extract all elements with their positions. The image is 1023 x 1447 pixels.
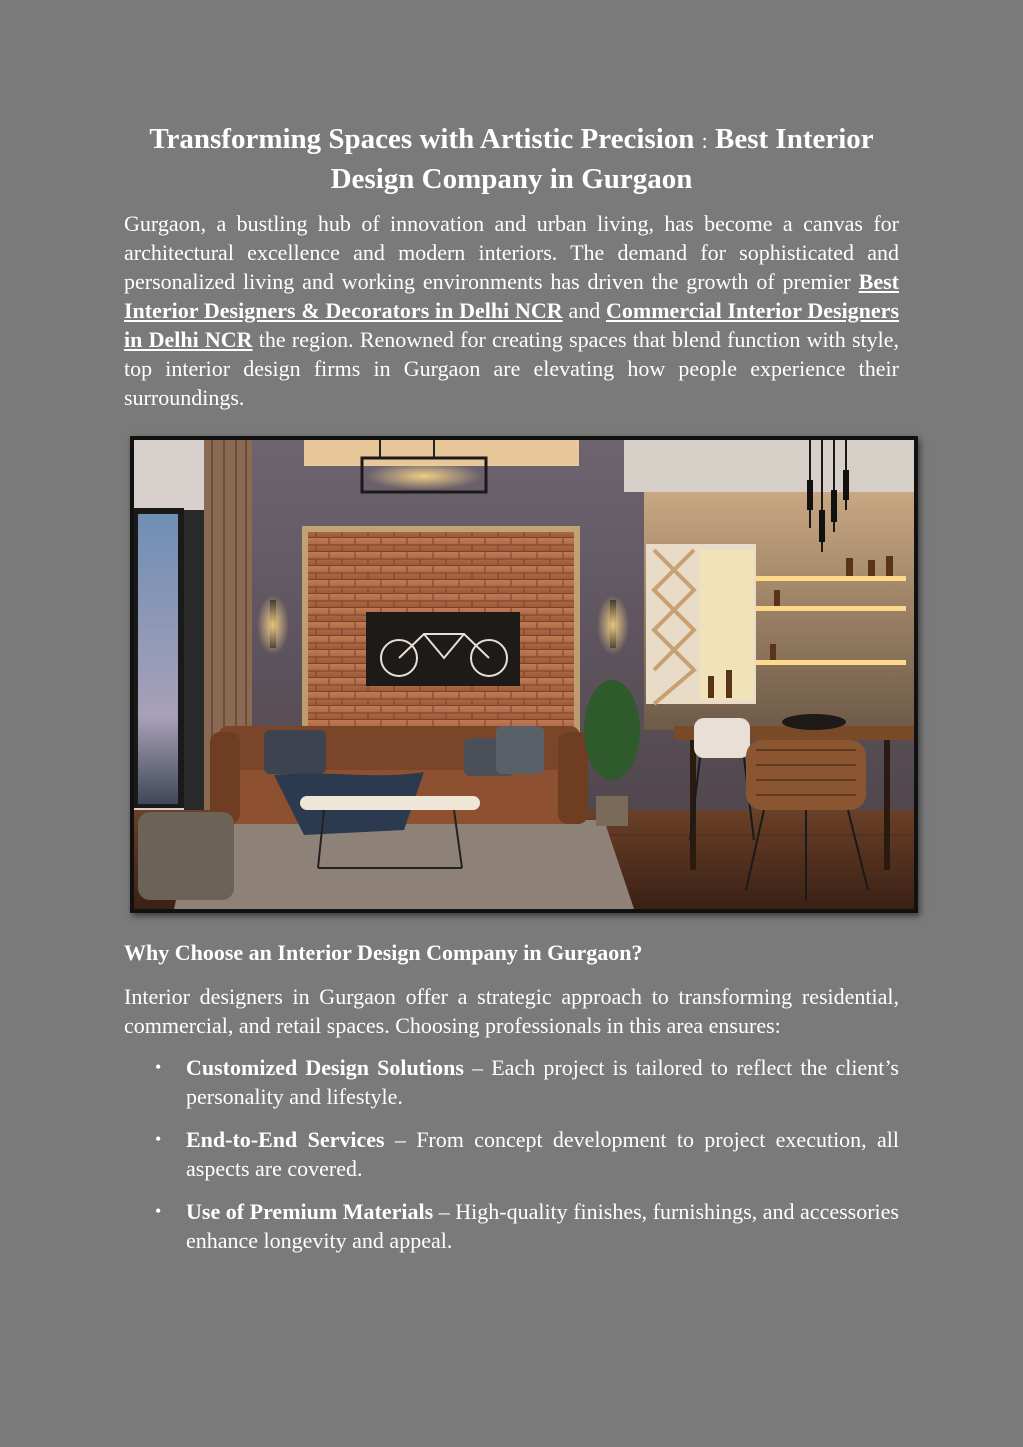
intro-text-1: Gurgaon, a bustling hub of innovation and urban living, has become a canvas for architectural excellence and modern interiors. The demand for sophisticated and personalized living and working environments has driven the growth of premier xyxy=(124,211,899,294)
list-item-desc: – Each project is tailored to reflect the client’s personality and lifestyle. xyxy=(186,1055,899,1109)
list-item-desc: – High-quality finishes, furnishings, and accessories enhance longevity and appeal. xyxy=(186,1199,899,1253)
bullet-icon: • xyxy=(155,1129,162,1149)
title-part1: Transforming Spaces with Artistic Precision xyxy=(149,123,695,155)
bullet-icon: • xyxy=(155,1057,162,1077)
list-item-desc: – From concept development to project execution, all aspects are covered. xyxy=(186,1127,899,1181)
list-item xyxy=(155,1197,899,1255)
link-commercial-interior-designers[interactable]: Commercial Interior Designers in Delhi NCR xyxy=(124,298,900,352)
title-part2: Best Interior Design Company in Gurgaon xyxy=(330,123,874,195)
list-item-title: Customized Design Solutions xyxy=(186,1055,464,1080)
intro-text-3: the region. Renowned for creating spaces that blend function with style, top interior design firms in Gurgaon are elevating how people experience their surroundings. xyxy=(124,327,899,410)
link-best-interior-designers[interactable]: Best Interior Designers & Decorators in Delhi NCR xyxy=(124,269,899,323)
features-list xyxy=(124,1053,899,1255)
list-item xyxy=(155,1125,899,1183)
living-room-image xyxy=(130,436,918,913)
list-item-title: Use of Premium Materials xyxy=(186,1199,434,1224)
intro-paragraph xyxy=(124,209,899,412)
section-heading: Why Choose an Interior Design Company in Gurgaon? xyxy=(124,940,643,965)
list-item-title: End-to-End Services xyxy=(186,1127,385,1152)
intro-section xyxy=(124,120,899,412)
list-item xyxy=(155,1053,899,1111)
bullet-icon: • xyxy=(155,1201,162,1221)
intro-text-2: and xyxy=(562,298,607,323)
title-separator: : xyxy=(701,128,708,153)
why-choose-section xyxy=(124,938,899,1269)
page-title xyxy=(124,120,899,199)
section-paragraph: Interior designers in Gurgaon offer a strategic approach to transforming residential, commercial, and retail spaces. Choosing professionals in this area ensures: xyxy=(124,984,899,1038)
